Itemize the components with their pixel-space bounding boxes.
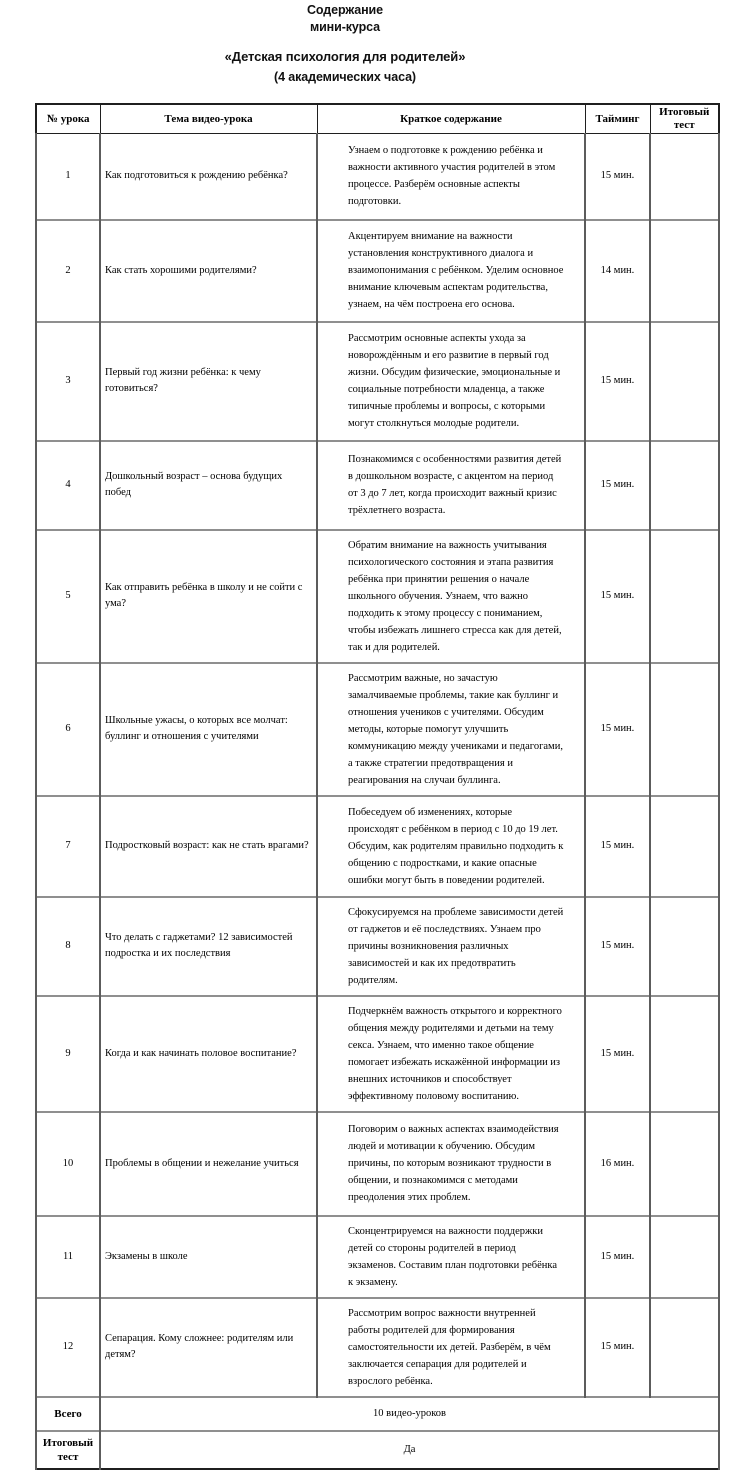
table-row (36, 897, 719, 996)
lesson-summary-cell: Узнаем о подготовке к рождению ребёнка и важности активного участия родителей в этом процессе. Разберём основные аспекты подготовки. (317, 134, 585, 220)
lesson-number-cell: 11 (36, 1216, 100, 1298)
lesson-number-cell: 12 (36, 1298, 100, 1397)
lesson-topic-cell: Экзамены в школе (100, 1216, 317, 1298)
table-row (36, 663, 719, 796)
lesson-timing-cell: 15 мин. (585, 996, 650, 1112)
table-row (36, 322, 719, 441)
footer-value-cell: Да (100, 1431, 719, 1469)
document-headings (35, 2, 655, 86)
lesson-number-cell: 10 (36, 1112, 100, 1216)
lesson-topic-cell: Как отправить ребёнка в школу и не сойти с ума? (100, 530, 317, 663)
lesson-summary-cell: Познакомимся с особенностями развития детей в дошкольном возрасте, с акцентом на период от 3 до 7 лет, когда происходит важный кризис трёхлетнего возраста. (317, 441, 585, 530)
lesson-topic-cell: Сепарация. Кому сложнее: родителям или детям? (100, 1298, 317, 1397)
lesson-summary-cell: Сфокусируемся на проблеме зависимости детей от гаджетов и её последствиях. Узнаем про причины возникновения различных зависимостей и как их предотвратить родителям. (317, 897, 585, 996)
course-title: «Детская психология для родителей» (224, 49, 466, 64)
final-test-cell (650, 897, 719, 996)
lesson-topic-cell: Дошкольный возраст – основа будущих побед (100, 441, 317, 530)
lesson-timing-cell: 15 мин. (585, 897, 650, 996)
lesson-timing-cell: 15 мин. (585, 322, 650, 441)
lesson-number-cell: 6 (36, 663, 100, 796)
lesson-number-cell: 9 (36, 996, 100, 1112)
course-duration: (4 академических часа) (274, 70, 416, 84)
final-test-cell (650, 1112, 719, 1216)
lesson-number-cell: 1 (36, 134, 100, 220)
column-header-final-test: Итоговый тест (650, 104, 719, 134)
lesson-summary-cell: Рассмотрим основные аспекты ухода за новорождённым и его развитие в первый год жизни. Обсудим физические, эмоциональные и социальные потребности младенца, а также типичные проблемы и вопросы, с которыми могут столкнуться молодые родители. (317, 322, 585, 441)
lesson-topic-cell: Как стать хорошими родителями? (100, 220, 317, 322)
lesson-topic-cell: Подростковый возраст: как не стать врагами? (100, 796, 317, 897)
lesson-number-cell: 8 (36, 897, 100, 996)
table-row (36, 1112, 719, 1216)
table-row (36, 134, 719, 220)
final-test-cell (650, 663, 719, 796)
lesson-timing-cell: 15 мин. (585, 134, 650, 220)
lesson-summary-cell: Акцентируем внимание на важности установления конструктивного диалога и взаимопонимания с ребёнком. Уделим основное внимание ключевым аспектам родительства, узнаем, на чём построена его основа. (317, 220, 585, 322)
lesson-timing-cell: 15 мин. (585, 663, 650, 796)
lesson-timing-cell: 15 мин. (585, 441, 650, 530)
lesson-timing-cell: 15 мин. (585, 1298, 650, 1397)
footer-label-cell: Всего (36, 1397, 100, 1431)
final-test-cell (650, 996, 719, 1112)
table-row (36, 1298, 719, 1397)
lesson-timing-cell: 16 мин. (585, 1112, 650, 1216)
table-row (36, 796, 719, 897)
final-test-cell (650, 134, 719, 220)
lesson-timing-cell: 14 мин. (585, 220, 650, 322)
lesson-topic-cell: Проблемы в общении и нежелание учиться (100, 1112, 317, 1216)
final-test-cell (650, 530, 719, 663)
lesson-topic-cell: Школьные ужасы, о которых все молчат: буллинг и отношения с учителями (100, 663, 317, 796)
table-header-row (36, 104, 719, 134)
lesson-topic-cell: Первый год жизни ребёнка: к чему готовиться? (100, 322, 317, 441)
lesson-summary-cell: Поговорим о важных аспектах взаимодействия людей и мотивации к обучению. Обсудим причины, по которым возникают трудности в общении, и познакомимся с методами преодоления этих проблем. (317, 1112, 585, 1216)
table-row (36, 996, 719, 1112)
lesson-timing-cell: 15 мин. (585, 1216, 650, 1298)
column-header-lesson-number: № урока (36, 104, 100, 134)
lesson-number-cell: 3 (36, 322, 100, 441)
footer-label-cell: Итоговый тест (36, 1431, 100, 1469)
lesson-summary-cell: Сконцентрируемся на важности поддержки детей со стороны родителей в период экзаменов. Составим план подготовки ребёнка к экзамену. (317, 1216, 585, 1298)
final-test-cell (650, 796, 719, 897)
footer-total-row (36, 1397, 719, 1431)
lesson-number-cell: 4 (36, 441, 100, 530)
contents-heading: Содержание (306, 3, 383, 17)
final-test-cell (650, 220, 719, 322)
lesson-summary-cell: Рассмотрим важные, но зачастую замалчиваемые проблемы, такие как буллинг и отношения учеников с учителями. Обсудим методы, которые помогут улучшить коммуникацию между учениками и педагогами, а также стратегии предотвращения и реагирования на случаи буллинга. (317, 663, 585, 796)
footer-value-cell: 10 видео-уроков (100, 1397, 719, 1431)
lesson-summary-cell: Побеседуем об изменениях, которые происходят с ребёнком в период с 10 до 19 лет. Обсудим, как родителям правильно подходить к общению с подростками, и какие опасные ошибки могут быть в поведении родителей. (317, 796, 585, 897)
table-row (36, 530, 719, 663)
column-header-summary: Краткое содержание (317, 104, 585, 134)
table-row (36, 1216, 719, 1298)
column-header-topic: Тема видео-урока (100, 104, 317, 134)
lesson-summary-cell: Рассмотрим вопрос важности внутренней работы родителей для формирования самостоятельности их детей. Разберём, в чём заключается сепарация для родителей и взрослого ребёнка. (317, 1298, 585, 1397)
final-test-cell (650, 1298, 719, 1397)
lesson-topic-cell: Когда и как начинать половое воспитание? (100, 996, 317, 1112)
lesson-topic-cell: Как подготовиться к рождению ребёнка? (100, 134, 317, 220)
column-header-timing: Тайминг (585, 104, 650, 134)
footer-final-test-row (36, 1431, 719, 1469)
contents-table (35, 103, 720, 1470)
lesson-number-cell: 7 (36, 796, 100, 897)
lesson-summary-cell: Подчеркнём важность открытого и корректного общения между родителями и детьми на тему секса. Узнаем, что именно такое общение помогает избежать искажённой информации из внешних источников и способствует эффективному половому воспитанию. (317, 996, 585, 1112)
table-row (36, 220, 719, 322)
final-test-cell (650, 1216, 719, 1298)
lesson-number-cell: 5 (36, 530, 100, 663)
lesson-timing-cell: 15 мин. (585, 796, 650, 897)
table-row (36, 441, 719, 530)
lesson-number-cell: 2 (36, 220, 100, 322)
mini-course-heading: мини-курса (309, 20, 381, 34)
lesson-summary-cell: Обратим внимание на важность учитывания психологического состояния и этапа развития ребёнка при принятии решения о начале школьного обучения. Узнаем, что важно подходить к этому процессу с пониманием, чтобы избежать лишнего стресса как для детей, так и для родителей. (317, 530, 585, 663)
final-test-cell (650, 322, 719, 441)
lesson-topic-cell: Что делать с гаджетами? 12 зависимостей подростка и их последствия (100, 897, 317, 996)
lesson-timing-cell: 15 мин. (585, 530, 650, 663)
final-test-cell (650, 441, 719, 530)
